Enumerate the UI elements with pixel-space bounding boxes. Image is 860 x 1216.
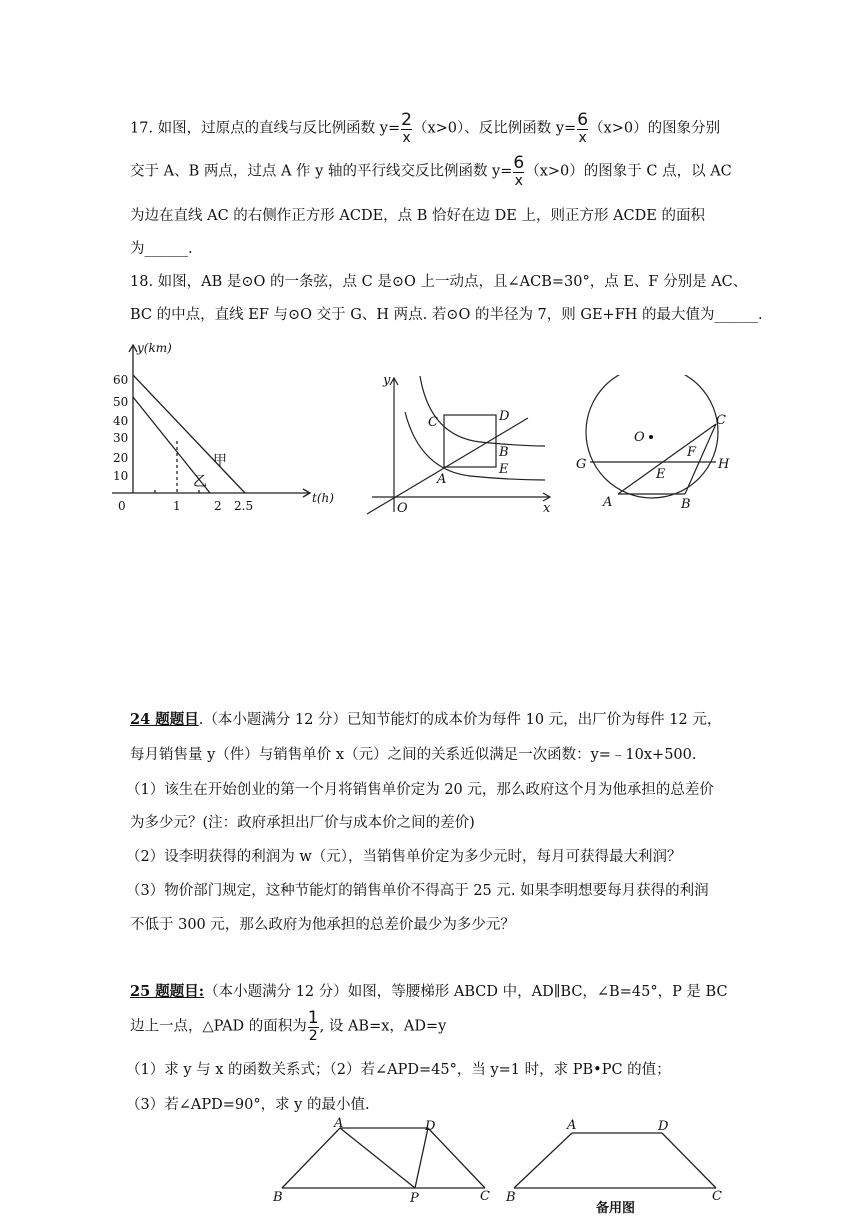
q17-text: 交于 A、B 两点，过点 A 作 y 轴的平行线交反比例函数 y= xyxy=(130,163,513,180)
label-C: C xyxy=(428,415,438,430)
q17-line-2 xyxy=(130,155,732,188)
label-A: A xyxy=(603,495,613,510)
q24-line-4: 为多少元？(注：政府承担出厂价与成本价之间的差价) xyxy=(130,815,475,831)
label-C: C xyxy=(712,1189,722,1204)
label-B: B xyxy=(506,1190,516,1205)
denominator: x xyxy=(578,130,587,146)
label-B: B xyxy=(273,1190,283,1205)
label-D: D xyxy=(425,1119,436,1134)
label-A: A xyxy=(334,1116,344,1131)
label-H: H xyxy=(718,457,730,472)
q17-line-4: 为______. xyxy=(130,241,193,257)
x-axis-label: t(h) xyxy=(312,491,334,505)
label-y: y xyxy=(383,373,391,388)
segment-ap xyxy=(340,1128,415,1188)
y-tick-label: 10 xyxy=(113,469,129,483)
label-O: O xyxy=(634,430,645,445)
q24-line-7: 不低于 300 元，那么政府为他承担的总差价最少为多少元？ xyxy=(130,917,515,933)
label-B: B xyxy=(499,445,509,460)
q24-title: 24 题题目 xyxy=(130,711,199,728)
fraction-2-over-x xyxy=(401,112,412,145)
segment-ac xyxy=(618,424,716,494)
segment-ab xyxy=(282,1128,340,1188)
figure-trapezoid-backup xyxy=(502,1112,742,1216)
q17-text: （x>0）的图象分别 xyxy=(589,120,721,137)
caption-backup: 备用图 xyxy=(596,1201,636,1216)
label-D: D xyxy=(658,1119,669,1134)
q17-text: （x>0）的图象于 C 点，以 AC xyxy=(525,163,732,180)
q24-line-1 xyxy=(130,708,721,729)
q25-line-4: （3）若∠APD=90°，求 y 的最小值. xyxy=(126,1097,370,1113)
x-tick-label: 2 xyxy=(214,499,222,513)
label-F: F xyxy=(687,445,697,460)
figure-trapezoid-p xyxy=(270,1112,500,1212)
y-tick-label: 50 xyxy=(113,395,129,409)
numerator: 6 xyxy=(577,110,589,130)
q24-text: .（本小题满分 12 分）已知节能灯的成本价为每件 10 元，出厂价为每件 12 元， xyxy=(198,712,722,728)
segment-dc xyxy=(662,1133,716,1188)
q25-line-2 xyxy=(130,1010,446,1043)
label-x: x xyxy=(543,501,551,516)
numerator: 2 xyxy=(401,110,412,130)
label-yi: 乙 xyxy=(193,474,207,490)
q25-text: 边上一点，△PAD 的面积为 xyxy=(130,1018,307,1035)
x-tick-label: 2.5 xyxy=(234,499,254,513)
label-D: D xyxy=(499,409,510,424)
q24-line-2: 每月销售量 y（件）与销售单价 x（元）之间的关系近似满足一次函数：y=﹣10x+500. xyxy=(130,747,697,763)
q17-text: 17. 如图，过原点的直线与反比例函数 y= xyxy=(130,120,401,137)
label-E: E xyxy=(499,462,509,477)
figure-circle xyxy=(570,375,740,515)
q18-line-1: 18. 如图，AB 是⊙O 的一条弦，点 C 是⊙O 上一动点，且∠ACB=30°，点 E、F 分别是 AC、 xyxy=(130,274,748,290)
denominator: x xyxy=(514,173,523,189)
q24-line-5: （2）设李明获得的利润为 w（元），当销售单价定为多少元时，每月可获得最大利润？ xyxy=(126,849,682,865)
label-P: P xyxy=(410,1191,419,1206)
y-axis-label: y(km) xyxy=(137,341,172,355)
line-jia xyxy=(133,375,245,493)
segment-dp xyxy=(415,1128,428,1188)
x-tick-label: 1 xyxy=(173,499,181,513)
y-tick-label: 40 xyxy=(113,414,129,428)
y-tick-label: 30 xyxy=(113,431,129,445)
label-jia: 甲 xyxy=(213,453,227,469)
center-dot xyxy=(649,435,653,439)
figure-distance-time-graph xyxy=(108,338,348,518)
origin-label: 0 xyxy=(118,499,126,513)
q25-line-3: （1）求 y 与 x 的函数关系式；（2）若∠APD=45°，当 y=1 时，求 PB•PC 的值； xyxy=(126,1062,671,1078)
q24-line-3: （1）该生在开始创业的第一个月将销售单价定为 20 元，那么政府这个月为他承担的总差价 xyxy=(126,782,714,798)
y-tick-label: 20 xyxy=(113,451,129,465)
q17-line-3: 为边在直线 AC 的右侧作正方形 ACDE，点 B 恰好在边 DE 上，则正方形 ACDE 的面积 xyxy=(130,208,705,224)
q17-text: （x>0）、反比例函数 y= xyxy=(412,120,577,137)
square-acde xyxy=(444,415,496,467)
label-B: B xyxy=(681,497,691,512)
segment-dc xyxy=(428,1128,485,1188)
figure-square-hyperbola xyxy=(360,368,560,518)
label-C: C xyxy=(480,1189,490,1204)
label-A: A xyxy=(567,1118,577,1133)
q24-line-6: （3）物价部门规定，这种节能灯的销售单价不得高于 25 元. 如果李明想要每月获得的利润 xyxy=(126,883,709,899)
q17-line-1 xyxy=(130,112,720,145)
denominator: 2 xyxy=(308,1028,318,1044)
numerator: 6 xyxy=(513,153,525,173)
denominator: x xyxy=(402,130,411,146)
label-O: O xyxy=(397,501,408,516)
label-C: C xyxy=(716,413,726,428)
q25-title: 25 题题目: xyxy=(130,983,205,1000)
label-G: G xyxy=(576,457,587,472)
q18-line-2: BC 的中点，直线 EF 与⊙O 交于 G、H 两点. 若⊙O 的半径为 7，则 GE+FH 的最大值为______. xyxy=(130,307,763,323)
y-tick-label: 60 xyxy=(113,373,129,387)
q25-line-1 xyxy=(130,980,728,1001)
label-A: A xyxy=(437,472,447,487)
label-E: E xyxy=(656,467,666,482)
fraction-6-over-x xyxy=(577,112,588,145)
fraction-one-half xyxy=(308,1010,319,1043)
curve-6-over-x xyxy=(420,376,545,446)
q25-text: , 设 AB=x，AD=y xyxy=(319,1018,447,1035)
numerator: 1 xyxy=(307,1008,319,1028)
q25-text: （本小题满分 12 分）如图，等腰梯形 ABCD 中，AD∥BC，∠B=45°，P 是 BC xyxy=(204,984,728,1000)
fraction-6-over-x xyxy=(513,155,524,188)
segment-ab xyxy=(514,1133,572,1188)
